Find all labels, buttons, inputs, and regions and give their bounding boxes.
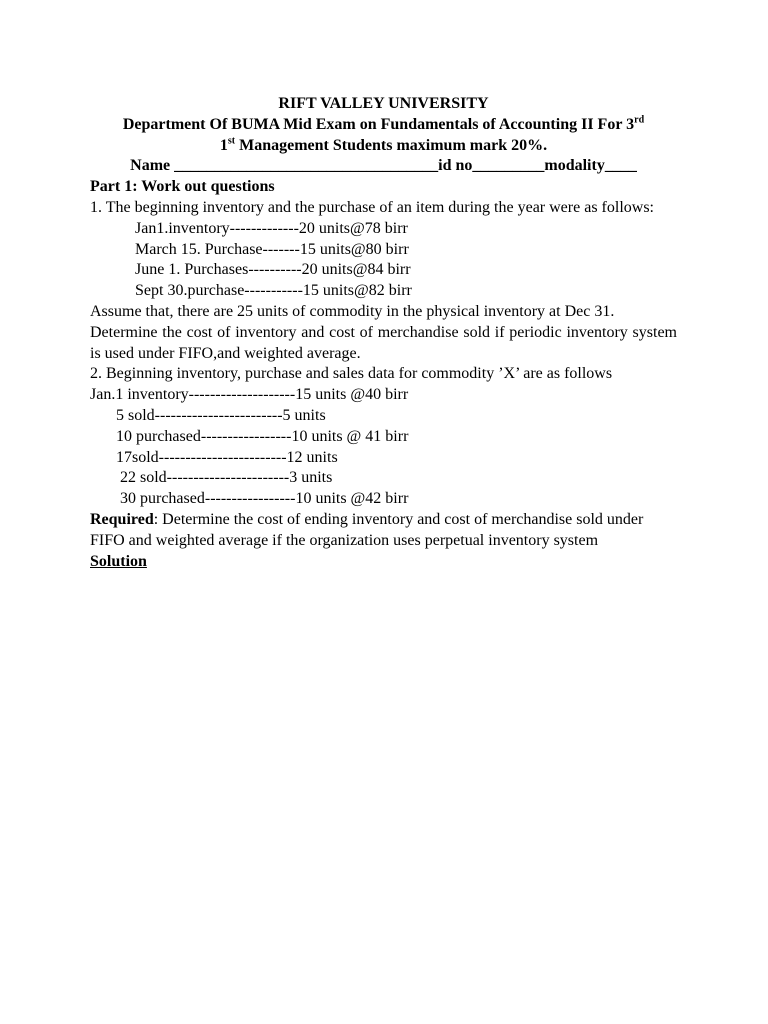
exam-title-sup: rd	[634, 114, 645, 126]
exam-subtitle-line	[90, 136, 677, 157]
solution-label: Solution	[90, 552, 147, 570]
student-info-line: Name _________________________________id no_________modality____	[130, 157, 637, 175]
question2-items	[90, 406, 677, 510]
q2-item: 5 sold------------------------5 units	[116, 406, 326, 424]
question2-required	[90, 510, 677, 531]
question1-requirement: Determine the cost of inventory and cost of merchandise sold if periodic inventory system is used under FIFO,and weighted average.	[90, 323, 677, 362]
year-sup: st	[227, 135, 236, 147]
part1-heading: Part 1: Work out questions	[90, 178, 275, 196]
q1-item: Sept 30.purchase-----------15 units@82 birr	[135, 282, 412, 300]
question2-method-line: FIFO and weighted average if the organization uses perpetual inventory system	[90, 531, 599, 549]
exam-title-line	[90, 115, 677, 136]
question2-intro: 2. Beginning inventory, purchase and sales data for commodity ’X’ are as follows	[90, 365, 613, 383]
required-label: Required	[90, 510, 154, 528]
q1-item: March 15. Purchase-------15 units@80 birr	[135, 240, 409, 258]
exam-page	[90, 94, 677, 572]
exam-subtitle-text: Management Students maximum mark 20%.	[235, 136, 548, 154]
q2-item: 30 purchased-----------------10 units @42 birr	[120, 490, 409, 508]
exam-title-text: Department Of BUMA Mid Exam on Fundamentals of Accounting II For 3	[122, 115, 635, 133]
q2-item: 22 sold-----------------------3 units	[120, 469, 333, 487]
university-title: RIFT VALLEY UNIVERSITY	[278, 95, 489, 112]
q2-first-item: Jan.1 inventory--------------------15 units @40 birr	[90, 386, 409, 404]
q2-item: 10 purchased-----------------10 units @ 41 birr	[116, 427, 409, 445]
q2-item: 17sold------------------------12 units	[116, 448, 338, 466]
question1-intro: 1. The beginning inventory and the purchase of an item during the year were as follows:	[90, 198, 654, 216]
question1-assumption: Assume that, there are 25 units of commodity in the physical inventory at Dec 31.	[90, 302, 615, 320]
solution-heading	[90, 552, 677, 573]
required-text: : Determine the cost of ending inventory and cost of merchandise sold under	[153, 510, 644, 528]
q1-item: Jan1.inventory-------------20 units@78 birr	[135, 219, 408, 237]
year-number: 1	[219, 136, 228, 154]
q1-item: June 1. Purchases----------20 units@84 birr	[135, 261, 411, 279]
question1-items	[90, 219, 677, 302]
